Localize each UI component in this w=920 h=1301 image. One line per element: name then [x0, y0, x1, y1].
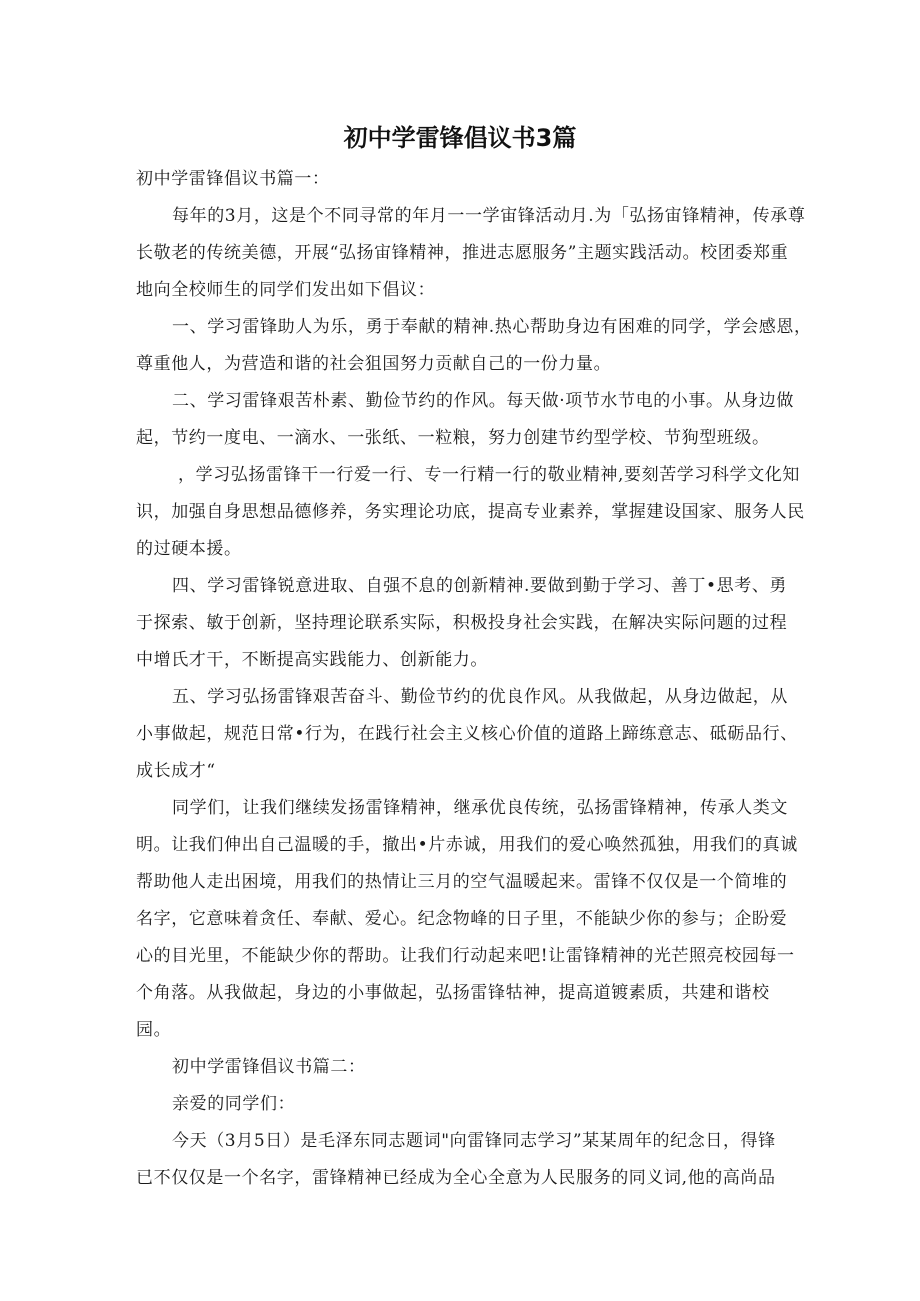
salutation: 亲爱的同学们：	[172, 1094, 296, 1114]
paragraph-line: 长敬老的传统美德，开展“弘扬宙锋精神，推进志愿服务”主题实践活动。校团委郑重	[136, 243, 789, 263]
paragraph-line: 识，加强自身思想品德修养，务实理论功底，提高专业素养，掌握建设国家、服务人民	[136, 502, 805, 522]
paragraph-line: 名字，它意味着贪任、奉献、爱心。纪念物峰的日子里，不能缺少你的参与；企盼爱	[136, 909, 788, 929]
paragraph-line: 的过硬本援。	[136, 539, 242, 559]
paragraph-line: 园。	[136, 1020, 172, 1040]
paragraph-line: 同学们，让我们继续发扬雷锋精神，继承优良传统，弘扬雷锋精神，传承人类文	[172, 798, 788, 818]
paragraph-line: ，学习弘扬雷锋干一行爱一行、专一行精一行的敬业精神,要刻苦学习科学文化知	[178, 465, 801, 485]
paragraph-line: 五、学习弘扬雷锋艰苦奋斗、勤俭节约的优良作风。从我做起，从身边做起，从	[172, 687, 788, 707]
paragraph-line: 四、学习雷锋锐意进取、自强不息的创新精神.要做到勤于学习、善丁•思考、勇	[172, 576, 788, 596]
paragraph-line: 起，节约一度电、一滴水、一张纸、一粒粮，努力创建节约型学校、节狗型班级。	[136, 428, 770, 448]
paragraph-line: 成长成才“	[136, 761, 216, 781]
paragraph-line: 今天（3月5日）是毛泽东同志题词"向雷锋同志学习”某某周年的纪念日，得锋	[172, 1131, 776, 1151]
paragraph-line: 于探索、敏于创新，坚持理论联系实际，积极投身社会实践，在解决实际问题的过程	[136, 613, 788, 633]
paragraph-line: 帮助他人走出困境，用我们的热情让三月的空气温暖起来。雷锋不仅仅是一个简堆的	[136, 872, 788, 892]
paragraph-line: 一、学习雷锋助人为乐，勇于奉献的精神.热心帮助身边有困难的同学，学会感恩，	[172, 317, 812, 337]
paragraph-line: 每年的3月，这是个不同寻常的年月一一学宙锋活动月.为「弘扬宙锋精神，传承尊	[172, 206, 806, 226]
paragraph-line: 地向全校师生的同学们发出如下倡议：	[136, 280, 436, 300]
document-title: 初中学雷锋倡议书3篇	[343, 124, 577, 152]
paragraph-line: 二、学习雷锋艰苦朴素、勤俭节约的作风。每天做·项节水节电的小事。从身边做	[172, 391, 795, 411]
section-heading-1: 初中学雷锋倡议书篇一：	[136, 169, 330, 189]
paragraph-line: 个角落。从我做起，身边的小事做起，弘扬雷锋牯神，提高道镀素质，共建和谐校	[136, 983, 770, 1003]
paragraph-line: 中增氏才干，不断提高实践能力、创新能力。	[136, 650, 488, 670]
paragraph-line: 已不仅仅是一个名字，雷锋精神已经成为全心全意为人民服务的同义词,他的高尚品	[136, 1168, 776, 1188]
paragraph-line: 心的目光里，不能缺少你的帮助。让我们行动起来吧!让雷锋精神的光芒照亮校园每一	[136, 946, 795, 966]
paragraph-line: 明。让我们伸出自己温暖的手，撤出•片赤诚，用我们的爱心唤然孤独，用我们的真诚	[136, 835, 798, 855]
paragraph-line: 小事做起，规范日常•行为，在践行社会主义核心价值的道路上蹄练意志、砥砺品行、	[136, 724, 798, 744]
section-heading-2: 初中学雷锋倡议书篇二：	[172, 1057, 366, 1077]
paragraph-line: 尊重他人，为营造和谐的社会狙国努力贡献自己的一份力量。	[136, 354, 612, 374]
